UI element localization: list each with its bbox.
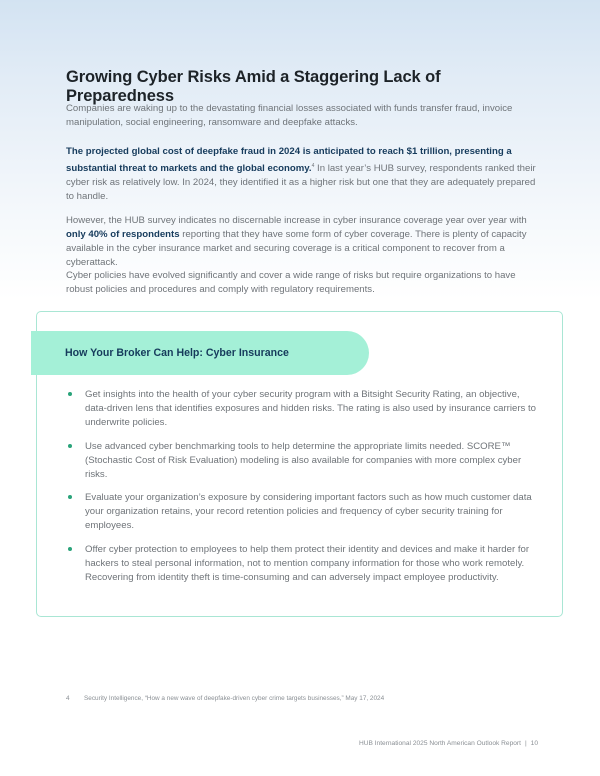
footer-separator: |: [524, 740, 527, 747]
broker-help-list: [66, 388, 536, 594]
list-item: [66, 440, 536, 482]
deepfake-paragraph: [66, 145, 536, 204]
coverage-paragraph-start: However, the HUB survey indicates no discernable increase in cyber insurance coverage year over year with: [66, 215, 527, 226]
list-item-text: Offer cyber protection to employees to help them protect their identity and devices and make it harder for hackers to steal personal information, not to mention company information for those who work remotely. Recovering from identity theft is time-consuming and can adversely impact employee productivity.: [85, 543, 530, 583]
report-name: HUB International 2025 North American Outlook Report: [358, 740, 521, 747]
page-number: 10: [530, 740, 538, 747]
list-item: [66, 388, 536, 430]
footnote-text: Security Intelligence, “How a new wave of deepfake-driven cyber crime targets businesses,” May 17, 2024: [84, 695, 385, 702]
footnote-number: 4: [66, 695, 70, 702]
page-footer: [359, 740, 538, 747]
policies-paragraph: Cyber policies have evolved significantly and cover a wide range of risks but require organizations to have robust policies and procedures and comply with regulatory requirements.: [66, 270, 516, 295]
footnote: [66, 695, 384, 702]
deepfake-highlight: The projected global cost of deepfake fraud in 2024 is anticipated to reach $1 trillion, presenting a substantial threat to markets and the global economy.: [66, 146, 512, 175]
coverage-paragraph: [66, 214, 536, 270]
page-title: Growing Cyber Risks Amid a Staggering Lack of Preparedness: [66, 68, 441, 105]
bullet-icon: [68, 495, 72, 499]
deepfake-paragraph-rest: In last year’s HUB survey, respondents ranked their cyber risk as relatively low. In 2024, they identified it as a higher risk but one that they are adequately prepared to handle.: [66, 163, 536, 203]
bullet-icon: [68, 392, 72, 396]
list-item-text: Get insights into the health of your cyber security program with a Bitsight Security Rating, an objective, data-driven lens that identifies exposures and hidden risks. The rating is also used by insurance carriers to underwrite policies.: [85, 389, 536, 428]
coverage-paragraph-end: reporting that they have some form of cyber coverage. There is plenty of capacity available in the cyber insurance market and securing coverage is a critical component to recover from a cyberattack.: [66, 229, 527, 268]
callout-title: How Your Broker Can Help: Cyber Insurance: [65, 347, 289, 359]
bullet-icon: [68, 547, 72, 551]
intro-paragraph: Companies are waking up to the devastating financial losses associated with funds transfer fraud, invoice manipulation, social engineering, ransomware and deepfake attacks.: [66, 103, 513, 128]
list-item: [66, 543, 536, 585]
list-item-text: Use advanced cyber benchmarking tools to help determine the appropriate limits needed. SCORE™ (Stochastic Cost of Risk Evaluation) modeling is also available for companies with more complex cyber risks.: [85, 440, 522, 480]
list-item: [66, 491, 536, 533]
list-item-text: Evaluate your organization’s exposure by considering important factors such as how much customer data your organization retains, your record retention policies and frequency of cyber security training for employees.: [85, 492, 532, 531]
coverage-highlight: only 40% of respondents: [66, 229, 180, 240]
footnote-ref[interactable]: 4: [311, 163, 315, 169]
bullet-icon: [68, 444, 72, 448]
